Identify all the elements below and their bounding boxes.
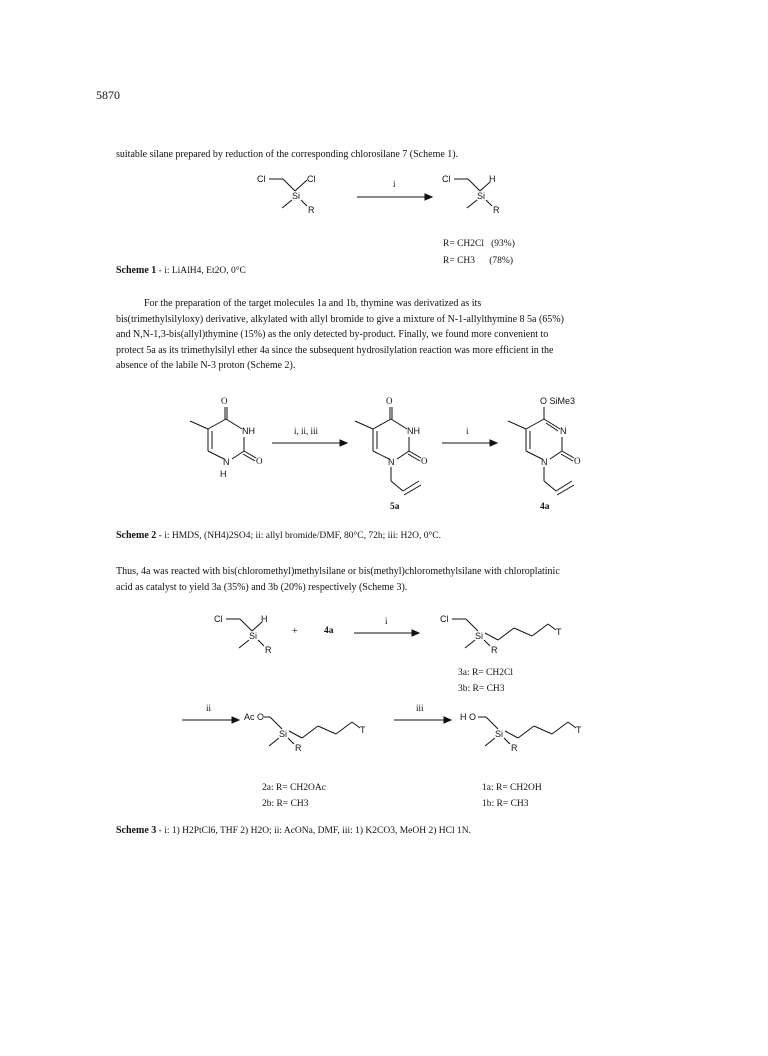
svg-text:Cl: Cl [442,174,451,184]
scheme2-arrow-2 [440,425,500,455]
r-option: R= CH2Cl (93%) [443,239,515,249]
compound-label: 2b: R= CH3 [262,799,309,809]
svg-text:N: N [223,457,230,467]
text-line: and N,N-1,3-bis(allyl)thymine (15%) as the only detected by-product. Finally, we found more convenient to [116,329,549,340]
scheme3-arrow-i [352,615,422,645]
svg-text:T: T [576,725,582,735]
svg-text:H: H [261,614,268,624]
svg-text:R: R [511,743,518,753]
svg-text:ii: ii [206,703,212,713]
svg-text:O: O [221,396,228,406]
text-line: acid as catalyst to yield 3a (35%) and 3b (20%) respectively (Scheme 3). [116,581,408,593]
svg-text:O: O [386,396,393,406]
thymine-structure [180,395,270,495]
compound-label: 3b: R= CH3 [458,684,505,694]
r-option: R= CH3 (78%) [443,256,514,266]
scheme3-arrow-ii [180,702,242,732]
text-line: Thus, 4a was reacted with bis(chloromethyl)methylsilane or bis(methyl)chloromethylsilane with chloroplatinic [116,566,560,577]
reagent-4a: 4a [324,626,334,636]
text-line: protect 5a as its trimethylsilyl ether 4a since the subsequent hydrosilylation reaction was more efficient in the [116,344,554,356]
svg-text:H O: H O [460,712,477,722]
svg-text:i: i [466,426,469,436]
scheme1-caption [116,265,246,276]
silane-reagent [212,610,292,660]
svg-text:Cl: Cl [257,174,266,184]
compound-label: 1a: R= CH2OH [482,783,542,793]
svg-text:O: O [421,456,428,466]
text-line: absence of the labile N-3 proton (Scheme 2). [116,360,296,371]
compound-4a-structure [498,395,608,500]
svg-text:R: R [295,743,302,753]
scheme3-caption [116,825,471,836]
svg-text:R: R [265,645,272,655]
svg-text:O: O [256,456,263,466]
svg-text:H: H [489,174,496,184]
scheme1-reactant [255,170,345,220]
compound-label: 2a: R= CH2OAc [262,783,326,793]
svg-text:H: H [220,469,227,479]
compound-3-list [458,665,513,697]
svg-text:NH: NH [242,426,255,436]
caption-label: Scheme 2 [116,530,157,541]
scheme3-arrow-iii [392,702,454,732]
svg-text:NH: NH [407,426,420,436]
svg-text:Si: Si [477,191,486,201]
scheme2-caption [116,530,441,541]
label-4a: 4a [540,502,550,512]
compound-label: 1b: R= CH3 [482,799,529,809]
svg-text:Si: Si [279,729,288,739]
caption-text: - i: 1) H2PtCl6, THF 2) H2O; ii: AcONa, DMF, iii: 1) K2CO3, MeOH 2) HCl 1N. [156,826,471,836]
compound-2-list [262,780,326,812]
scheme1-r-options [443,236,515,270]
svg-text:T: T [556,627,562,637]
svg-text:R: R [491,645,498,655]
page-number: 5870 [96,88,120,102]
svg-text:Cl: Cl [440,614,449,624]
compound-5a-structure [345,395,435,500]
scheme1-arrow [355,178,435,208]
caption-text: - i: HMDS, (NH4)2SO4; ii: allyl bromide/DMF, 80°C, 72h; iii: H2O, 0°C. [156,531,442,541]
label-5a: 5a [390,502,400,512]
svg-text:T: T [360,725,366,735]
caption-label: Scheme 1 [116,265,157,276]
paragraph-3 [116,564,656,595]
scheme2-arrow-1 [270,425,350,455]
svg-text:N: N [560,426,567,436]
caption-text: - i: LiAlH4, Et2O, 0°C [156,266,246,276]
intro-line: suitable silane prepared by reduction of the corresponding chlorosilane 7 (Scheme 1). [116,149,459,160]
svg-text:i, ii, iii: i, ii, iii [294,426,319,436]
svg-text:Cl: Cl [307,174,316,184]
svg-text:Si: Si [495,729,504,739]
svg-text:i: i [385,616,388,626]
svg-text:Cl: Cl [214,614,223,624]
svg-text:Si: Si [292,191,301,201]
paragraph-2 [116,296,656,374]
svg-text:R: R [493,205,500,215]
svg-text:O: O [574,456,581,466]
svg-text:R: R [308,205,315,215]
svg-text:O SiMe3: O SiMe3 [540,396,576,406]
svg-text:Si: Si [249,631,258,641]
svg-text:iii: iii [416,703,424,713]
plus-sign: + [292,626,298,637]
svg-text:i: i [393,179,396,189]
svg-text:Ac O: Ac O [244,712,265,722]
text-line: For the preparation of the target molecules 1a and 1b, thymine was derivatized as its [144,298,482,309]
svg-text:Si: Si [475,631,484,641]
compound-3-structure [438,610,578,660]
caption-label: Scheme 3 [116,825,157,836]
svg-text:N: N [388,457,395,467]
compound-2-structure [242,708,382,758]
compound-1-list [482,780,542,812]
compound-label: 3a: R= CH2Cl [458,668,513,678]
compound-1-structure [458,708,598,758]
scheme1-product [440,170,530,220]
svg-text:N: N [541,457,548,467]
text-line: bis(trimethylsilyloxy) derivative, alkylated with allyl bromide to give a mixture of N-1-allylthymine 8 5a (65%) [116,313,564,325]
